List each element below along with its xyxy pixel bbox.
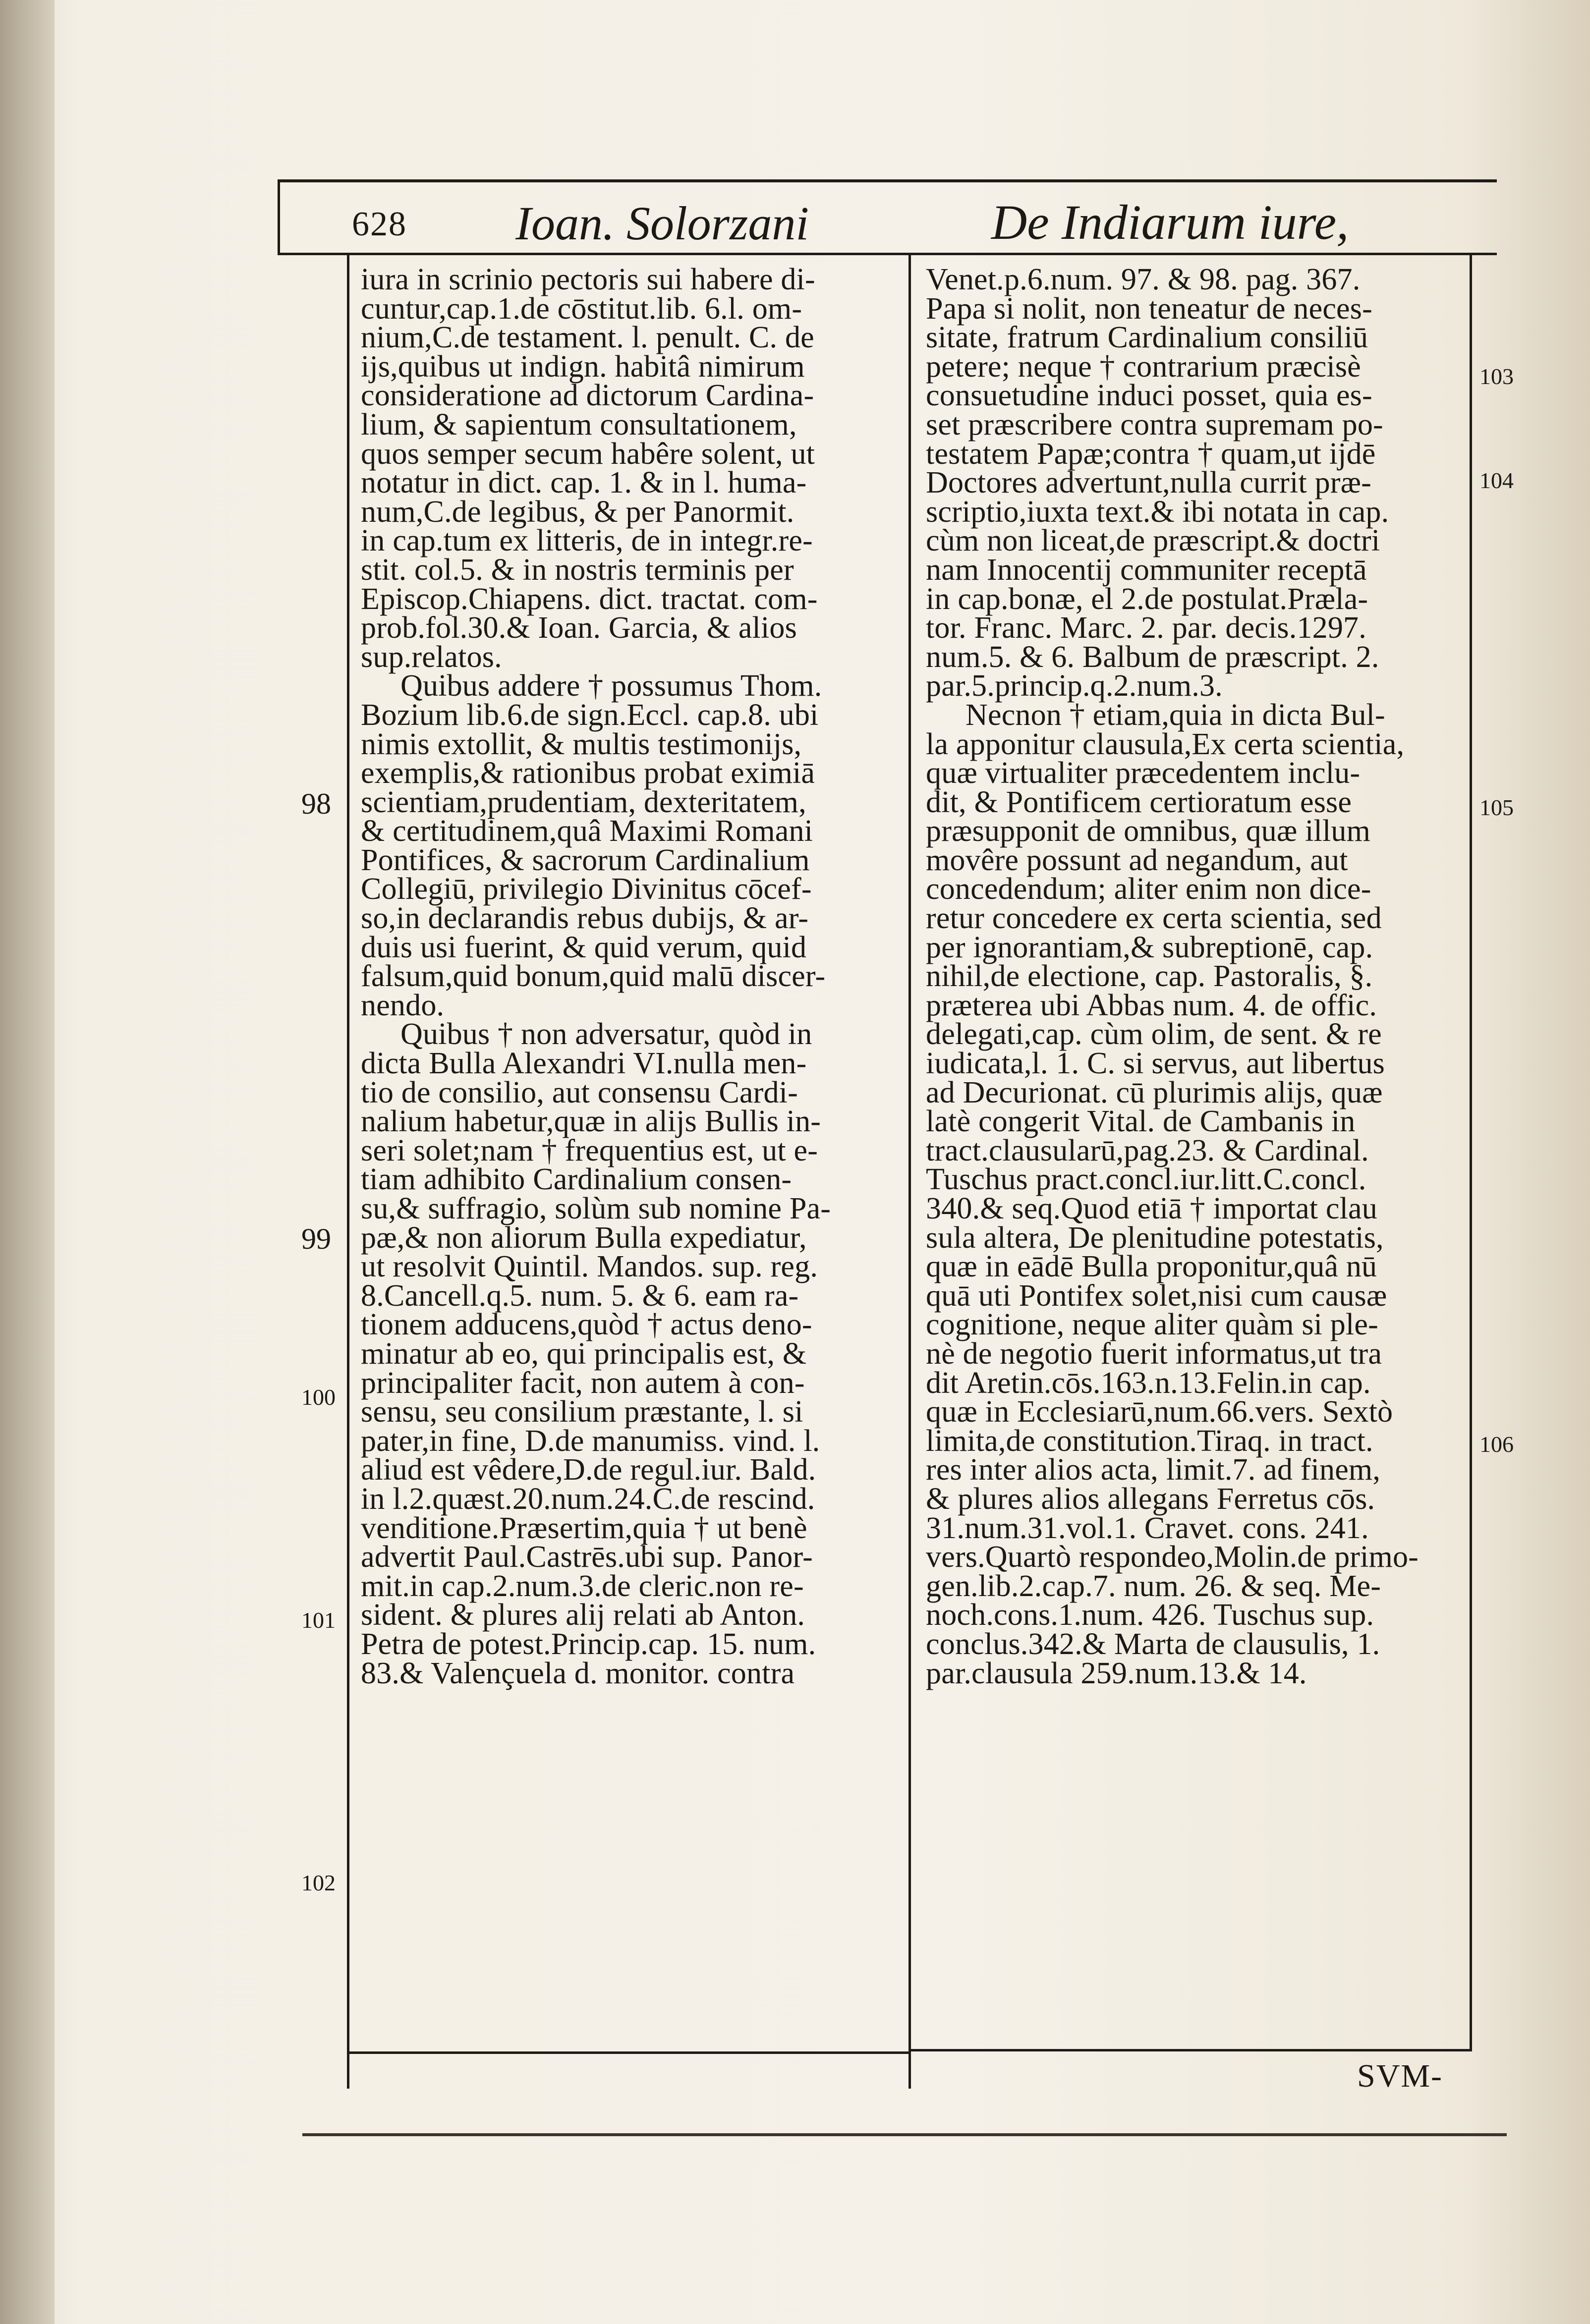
- text-line: ijs,quibus ut indign. habitâ nimirum: [361, 349, 805, 384]
- header-rule-top: [278, 179, 1497, 182]
- text-line: conclus.342.& Marta de clausulis, 1.: [926, 1627, 1380, 1661]
- margin-number: 99: [301, 1222, 331, 1255]
- text-line: la apponitur clausula,Ex certa scientia,: [926, 727, 1405, 761]
- text-line: stit. col.5. & in nostris terminis per: [361, 553, 794, 587]
- text-line: res inter alios acta, limit.7. ad finem,: [926, 1453, 1381, 1487]
- frame-top-left-tick: [278, 179, 280, 254]
- text-line: latè congerit Vital. de Cambanis in: [926, 1105, 1356, 1139]
- text-line: Quibus † non adversatur, quòd in: [400, 1017, 812, 1051]
- catchword: SVM-: [1357, 2058, 1443, 2094]
- margin-number: 103: [1479, 364, 1514, 389]
- text-line: quos semper secum habêre solent, ut: [361, 437, 815, 471]
- text-line: num.5. & 6. Balbum de præscript. 2.: [926, 640, 1379, 674]
- text-line: duis usi fuerint, & quid verum, quid: [361, 930, 807, 964]
- text-line: pæ,& non aliorum Bulla expediatur,: [361, 1220, 807, 1255]
- running-title: De Indiarum iure,: [991, 195, 1349, 250]
- text-line: minatur ab eo, qui principalis est, &: [361, 1336, 807, 1371]
- text-line: testatem Papæ;contra † quam,ut ijdē: [926, 437, 1376, 471]
- text-line: dit, & Pontificem certioratum esse: [926, 785, 1352, 819]
- text-line: Pontifices, & sacrorum Cardinalium: [361, 843, 810, 877]
- text-line: tiam adhibito Cardinalium consen-: [361, 1162, 792, 1197]
- text-line: nihil,de electione, cap. Pastoralis, §.: [926, 959, 1373, 994]
- left-text-column: [361, 265, 831, 1688]
- text-line: scientiam,prudentiam, dexteritatem,: [361, 785, 806, 819]
- text-line: cognitione, neque aliter quàm si ple-: [926, 1308, 1378, 1342]
- lower-rule: [302, 2133, 1507, 2136]
- text-line: cùm non liceat,de præscript.& doctri: [926, 524, 1380, 558]
- frame-right-border: [1470, 255, 1472, 2049]
- text-line: tract.clausularū,pag.23. & Cardinal.: [926, 1133, 1369, 1167]
- text-line: petere; neque † contrarium præcisè: [926, 349, 1361, 384]
- book-gutter: [0, 0, 55, 2324]
- text-line: vers.Quartò respondeo,Molin.de primo-: [926, 1540, 1419, 1574]
- text-line: par.5.princip.q.2.num.3.: [926, 669, 1223, 703]
- text-line: Episcop.Chiapens. dict. tractat. com-: [361, 582, 818, 616]
- frame-bottom-left: [347, 2051, 911, 2054]
- text-line: seri solet;nam † frequentius est, ut e-: [361, 1133, 818, 1167]
- text-line: præterea ubi Abbas num. 4. de offic.: [926, 988, 1377, 1022]
- text-line: nimis extollit, & multis testimonijs,: [361, 727, 802, 761]
- text-line: su,& suffragio, solùm sub nomine Pa-: [361, 1192, 831, 1225]
- text-line: nalium habetur,quæ in alijs Bullis in-: [361, 1105, 821, 1139]
- text-line: 340.& seq.Quod etiā † importat clau: [926, 1192, 1377, 1225]
- frame-bottom-right: [909, 2049, 1472, 2051]
- text-line: Necnon † etiam,quia in dicta Bul-: [965, 698, 1385, 732]
- text-line: nam Innocentij communiter receptā: [926, 553, 1367, 587]
- header-rule-bottom: [278, 253, 1497, 255]
- running-author: Ioan. Solorzani: [515, 197, 809, 250]
- text-line: notatur in dict. cap. 1. & in l. huma-: [361, 466, 807, 500]
- bleed-through-mark: [290, 102, 303, 132]
- margin-number: 104: [1479, 468, 1514, 493]
- text-line: 31.num.31.vol.1. Cravet. cons. 241.: [926, 1511, 1369, 1545]
- text-line: noch.cons.1.num. 426. Tuschus sup.: [926, 1598, 1374, 1632]
- text-line: per ignorantiam,& subreptionē, cap.: [926, 930, 1373, 964]
- text-line: nendo.: [361, 988, 445, 1022]
- column-divider: [909, 255, 911, 2089]
- text-line: dicta Bulla Alexandri VI.nulla men-: [361, 1047, 807, 1081]
- text-line: Quibus addere † possumus Thom.: [400, 669, 822, 703]
- text-line: exemplis,& rationibus probat eximiā: [361, 756, 815, 790]
- text-line: movêre possunt ad negandum, aut: [926, 843, 1348, 877]
- text-line: par.clausula 259.num.13.& 14.: [926, 1656, 1307, 1690]
- text-line: venditione.Præsertim,quia † ut benè: [361, 1511, 807, 1545]
- page-number: 628: [352, 205, 407, 243]
- text-line: consideratione ad dictorum Cardina-: [361, 379, 814, 413]
- text-line: pater,in fine, D.de manumiss. vind. l.: [361, 1424, 820, 1458]
- text-line: delegati,cap. cùm olim, de sent. & re: [926, 1017, 1382, 1051]
- text-line: falsum,quid bonum,quid malū discer-: [361, 959, 826, 994]
- text-line: scriptio,iuxta text.& ibi notata in cap.: [926, 495, 1389, 529]
- text-line: tio de consilio, aut consensu Cardi-: [361, 1075, 798, 1109]
- text-line: Tuschus pract.concl.iur.litt.C.concl.: [926, 1162, 1366, 1197]
- text-line: in l.2.quæst.20.num.24.C.de rescind.: [361, 1482, 815, 1516]
- text-line: tionem adducens,quòd † actus deno-: [361, 1308, 812, 1342]
- text-line: advertit Paul.Castrēs.ubi sup. Panor-: [361, 1540, 813, 1574]
- text-line: iudicata,l. 1. C. si servus, aut libertus: [926, 1047, 1385, 1081]
- text-line: in cap.bonæ, el 2.de postulat.Præla-: [926, 582, 1368, 616]
- text-line: aliud est vêdere,D.de regul.iur. Bald.: [361, 1453, 816, 1487]
- text-line: set præscribere contra supremam po-: [926, 407, 1383, 442]
- text-line: sup.relatos.: [361, 640, 502, 674]
- text-line: & plures alios allegans Ferretus cōs.: [926, 1482, 1375, 1516]
- text-line: Petra de potest.Princip.cap. 15. num.: [361, 1627, 816, 1661]
- text-line: sitate, fratrum Cardinalium consiliū: [926, 321, 1368, 355]
- margin-number: 98: [301, 787, 331, 820]
- text-line: Bozium lib.6.de sign.Eccl. cap.8. ubi: [361, 698, 819, 732]
- text-line: sensu, seu consilium præstante, l. si: [361, 1395, 803, 1429]
- text-line: Doctores advertunt,nulla currit præ-: [926, 466, 1372, 500]
- text-line: quæ virtualiter præcedentem inclu-: [926, 756, 1361, 790]
- text-line: quæ in Ecclesiarū,num.66.vers. Sextò: [926, 1395, 1393, 1429]
- text-line: gen.lib.2.cap.7. num. 26. & seq. Me-: [926, 1569, 1381, 1603]
- text-line: limita,de constitution.Tiraq. in tract.: [926, 1424, 1373, 1458]
- text-line: quā uti Pontifex solet,nisi cum causæ: [926, 1278, 1387, 1313]
- text-line: prob.fol.30.& Ioan. Garcia, & alios: [361, 611, 797, 645]
- text-line: nium,C.de testament. l. penult. C. de: [361, 321, 814, 355]
- margin-number: 105: [1479, 795, 1514, 820]
- text-line: 8.Cancell.q.5. num. 5. & 6. eam ra-: [361, 1278, 799, 1313]
- text-line: iura in scrinio pectoris sui habere di-: [361, 263, 815, 296]
- text-line: concedendum; aliter enim non dice-: [926, 872, 1371, 906]
- text-line: num,C.de legibus, & per Panormit.: [361, 495, 795, 529]
- margin-number: 106: [1479, 1432, 1514, 1457]
- text-line: 83.& Valençuela d. monitor. contra: [361, 1656, 795, 1690]
- text-line: nè de negotio fuerit informatus,ut tra: [926, 1336, 1382, 1371]
- margin-number: 100: [301, 1384, 336, 1410]
- margin-number: 101: [301, 1607, 336, 1633]
- margin-number: 102: [301, 1870, 336, 1895]
- text-line: retur concedere ex certa scientia, sed: [926, 901, 1382, 936]
- text-line: sula altera, De plenitudine potestatis,: [926, 1220, 1384, 1255]
- text-line: præsupponit de omnibus, quæ illum: [926, 814, 1371, 848]
- text-line: consuetudine induci posset, quia es-: [926, 379, 1372, 413]
- text-line: & certitudinem,quâ Maximi Romani: [361, 814, 813, 848]
- right-text-column: [926, 265, 1419, 1688]
- text-line: Collegiū, privilegio Divinitus cōcef-: [361, 872, 812, 906]
- text-line: dit Aretin.cōs.163.n.13.Felin.in cap.: [926, 1366, 1371, 1400]
- text-line: cuntur,cap.1.de cōstitut.lib. 6.l. om-: [361, 291, 802, 326]
- text-line: sident. & plures alij relati ab Anton.: [361, 1598, 805, 1632]
- text-line: ad Decurionat. cū plurimis alijs, quæ: [926, 1075, 1383, 1109]
- running-header: [352, 196, 1477, 250]
- frame-left-border: [347, 255, 349, 2089]
- text-line: ut resolvit Quintil. Mandos. sup. reg.: [361, 1250, 818, 1284]
- text-line: Venet.p.6.num. 97. & 98. pag. 367.: [926, 263, 1361, 296]
- text-line: lium, & sapientum consultationem,: [361, 407, 797, 442]
- text-line: tor. Franc. Marc. 2. par. decis.1297.: [926, 611, 1366, 645]
- text-line: so,in declarandis rebus dubijs, & ar-: [361, 901, 809, 936]
- text-line: mit.in cap.2.num.3.de cleric.non re-: [361, 1569, 804, 1603]
- text-line: principaliter facit, non autem à con-: [361, 1366, 805, 1400]
- text-line: Papa si nolit, non teneatur de neces-: [926, 291, 1372, 326]
- text-line: quæ in eādē Bulla proponitur,quâ nū: [926, 1250, 1377, 1284]
- text-line: in cap.tum ex litteris, de in integr.re-: [361, 524, 813, 558]
